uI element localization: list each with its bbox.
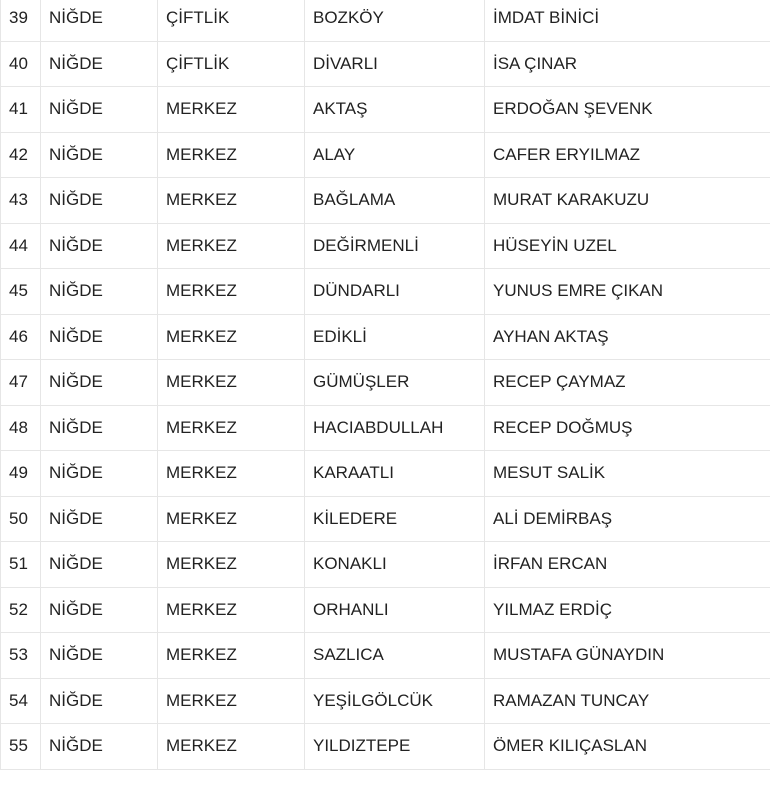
table-row bbox=[1, 678, 770, 724]
province-cell: NİĞDE bbox=[41, 542, 158, 588]
person-name-cell: MURAT KARAKUZU bbox=[485, 178, 770, 224]
table-row bbox=[1, 178, 770, 224]
person-name-cell: YUNUS EMRE ÇIKAN bbox=[485, 269, 770, 315]
person-name-cell: İMDAT BİNİCİ bbox=[485, 0, 770, 41]
village-cell: HACIABDULLAH bbox=[305, 405, 485, 451]
village-cell: EDİKLİ bbox=[305, 314, 485, 360]
village-cell: YEŞİLGÖLCÜK bbox=[305, 678, 485, 724]
province-cell: NİĞDE bbox=[41, 724, 158, 770]
province-cell: NİĞDE bbox=[41, 0, 158, 41]
person-name-cell: ÖMER KILIÇASLAN bbox=[485, 724, 770, 770]
village-cell: KONAKLI bbox=[305, 542, 485, 588]
province-cell: NİĞDE bbox=[41, 87, 158, 133]
table-row bbox=[1, 724, 770, 770]
person-name-cell: YILMAZ ERDİÇ bbox=[485, 587, 770, 633]
district-cell: MERKEZ bbox=[158, 587, 305, 633]
province-cell: NİĞDE bbox=[41, 496, 158, 542]
district-cell: MERKEZ bbox=[158, 724, 305, 770]
village-cell: KARAATLI bbox=[305, 451, 485, 497]
row-number: 42 bbox=[1, 132, 41, 178]
province-cell: NİĞDE bbox=[41, 451, 158, 497]
village-cell: BAĞLAMA bbox=[305, 178, 485, 224]
table-row bbox=[1, 41, 770, 87]
person-name-cell: CAFER ERYILMAZ bbox=[485, 132, 770, 178]
village-cell: ORHANLI bbox=[305, 587, 485, 633]
row-number: 45 bbox=[1, 269, 41, 315]
province-cell: NİĞDE bbox=[41, 587, 158, 633]
person-name-cell: İRFAN ERCAN bbox=[485, 542, 770, 588]
province-cell: NİĞDE bbox=[41, 132, 158, 178]
district-cell: MERKEZ bbox=[158, 542, 305, 588]
row-number: 41 bbox=[1, 87, 41, 133]
table-row bbox=[1, 360, 770, 406]
district-cell: MERKEZ bbox=[158, 87, 305, 133]
village-cell: AKTAŞ bbox=[305, 87, 485, 133]
village-cell: BOZKÖY bbox=[305, 0, 485, 41]
province-cell: NİĞDE bbox=[41, 41, 158, 87]
province-cell: NİĞDE bbox=[41, 360, 158, 406]
row-number: 55 bbox=[1, 724, 41, 770]
district-cell: MERKEZ bbox=[158, 132, 305, 178]
village-cell: DİVARLI bbox=[305, 41, 485, 87]
province-cell: NİĞDE bbox=[41, 223, 158, 269]
row-number: 48 bbox=[1, 405, 41, 451]
row-number: 49 bbox=[1, 451, 41, 497]
district-cell: MERKEZ bbox=[158, 678, 305, 724]
table-row bbox=[1, 451, 770, 497]
table-row bbox=[1, 633, 770, 679]
village-cell: DEĞİRMENLİ bbox=[305, 223, 485, 269]
person-name-cell: HÜSEYİN UZEL bbox=[485, 223, 770, 269]
district-cell: MERKEZ bbox=[158, 178, 305, 224]
district-cell: MERKEZ bbox=[158, 360, 305, 406]
row-number: 53 bbox=[1, 633, 41, 679]
village-cell: GÜMÜŞLER bbox=[305, 360, 485, 406]
table-row bbox=[1, 223, 770, 269]
province-cell: NİĞDE bbox=[41, 178, 158, 224]
person-name-cell: RAMAZAN TUNCAY bbox=[485, 678, 770, 724]
district-cell: ÇİFTLİK bbox=[158, 0, 305, 41]
province-cell: NİĞDE bbox=[41, 633, 158, 679]
person-name-cell: AYHAN AKTAŞ bbox=[485, 314, 770, 360]
table-row bbox=[1, 587, 770, 633]
village-cell: KİLEDERE bbox=[305, 496, 485, 542]
province-cell: NİĞDE bbox=[41, 678, 158, 724]
table-row bbox=[1, 496, 770, 542]
province-cell: NİĞDE bbox=[41, 269, 158, 315]
row-number: 50 bbox=[1, 496, 41, 542]
person-name-cell: ALİ DEMİRBAŞ bbox=[485, 496, 770, 542]
person-name-cell: RECEP ÇAYMAZ bbox=[485, 360, 770, 406]
person-name-cell: İSA ÇINAR bbox=[485, 41, 770, 87]
village-cell: SAZLICA bbox=[305, 633, 485, 679]
row-number: 46 bbox=[1, 314, 41, 360]
table-row bbox=[1, 132, 770, 178]
row-number: 39 bbox=[1, 0, 41, 41]
row-number: 44 bbox=[1, 223, 41, 269]
row-number: 54 bbox=[1, 678, 41, 724]
district-cell: MERKEZ bbox=[158, 633, 305, 679]
person-name-cell: ERDOĞAN ŞEVENK bbox=[485, 87, 770, 133]
person-name-cell: MESUT SALİK bbox=[485, 451, 770, 497]
row-number: 43 bbox=[1, 178, 41, 224]
table-row bbox=[1, 87, 770, 133]
table-row bbox=[1, 269, 770, 315]
province-cell: NİĞDE bbox=[41, 314, 158, 360]
table-row bbox=[1, 542, 770, 588]
district-cell: MERKEZ bbox=[158, 496, 305, 542]
person-name-cell: RECEP DOĞMUŞ bbox=[485, 405, 770, 451]
row-number: 51 bbox=[1, 542, 41, 588]
district-cell: MERKEZ bbox=[158, 314, 305, 360]
province-cell: NİĞDE bbox=[41, 405, 158, 451]
district-cell: MERKEZ bbox=[158, 451, 305, 497]
district-cell: MERKEZ bbox=[158, 269, 305, 315]
row-number: 52 bbox=[1, 587, 41, 633]
village-cell: YILDIZTEPE bbox=[305, 724, 485, 770]
village-cell: ALAY bbox=[305, 132, 485, 178]
table-row bbox=[1, 405, 770, 451]
district-cell: MERKEZ bbox=[158, 223, 305, 269]
table-row bbox=[1, 0, 770, 41]
village-cell: DÜNDARLI bbox=[305, 269, 485, 315]
district-cell: ÇİFTLİK bbox=[158, 41, 305, 87]
row-number: 40 bbox=[1, 41, 41, 87]
table-row bbox=[1, 314, 770, 360]
person-name-cell: MUSTAFA GÜNAYDIN bbox=[485, 633, 770, 679]
district-cell: MERKEZ bbox=[158, 405, 305, 451]
row-number: 47 bbox=[1, 360, 41, 406]
